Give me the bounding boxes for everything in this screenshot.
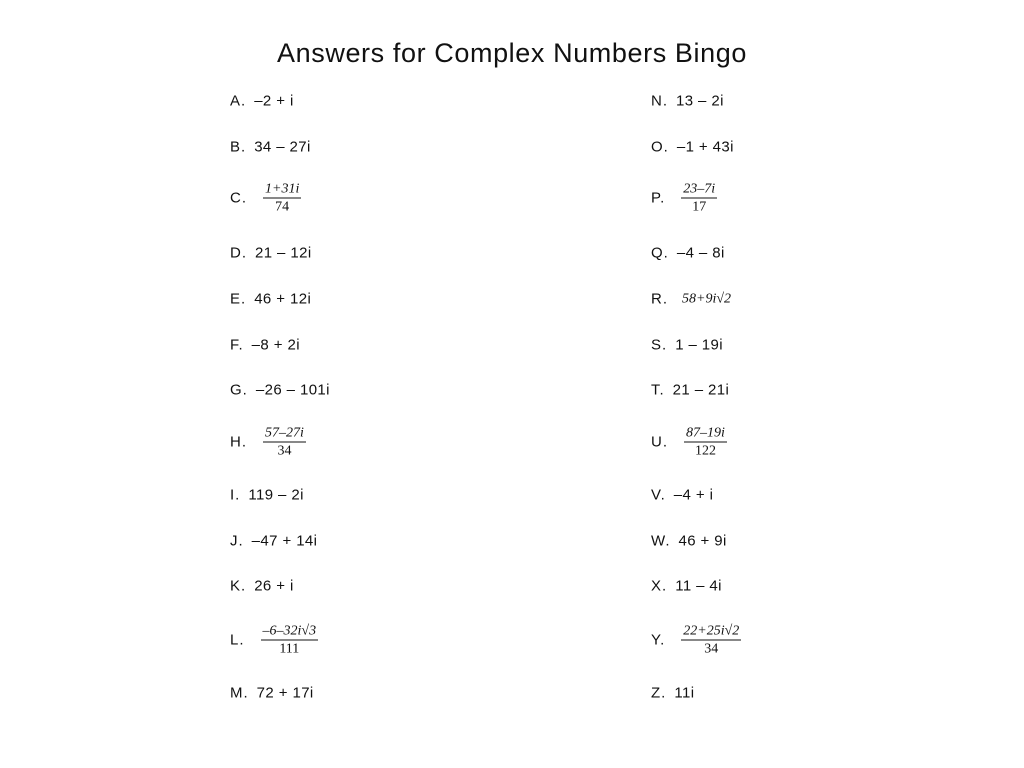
answer-y xyxy=(651,624,741,657)
answer-letter: W. xyxy=(651,532,671,550)
answer-letter: V. xyxy=(651,486,666,504)
answer-u xyxy=(651,426,727,459)
answer-o xyxy=(651,139,734,156)
answer-value: 13 – 2i xyxy=(676,92,724,110)
answer-value: –26 – 101i xyxy=(255,381,330,399)
answer-letter: Z. xyxy=(651,684,667,702)
answer-letter: B. xyxy=(230,138,247,156)
fraction-denominator: 34 xyxy=(704,641,719,657)
answer-value: –47 + 14i xyxy=(251,532,318,550)
answer-value: 34 – 27i xyxy=(254,138,311,156)
answer-fraction xyxy=(684,426,727,459)
answer-letter: A. xyxy=(230,92,247,110)
answer-d xyxy=(230,245,312,262)
answer-letter: P. xyxy=(651,189,666,207)
fraction-denominator: 17 xyxy=(692,199,707,215)
answer-fraction xyxy=(261,624,319,657)
answer-letter: L. xyxy=(230,631,245,649)
answer-l xyxy=(230,624,318,657)
answer-r xyxy=(651,291,731,308)
answer-f xyxy=(230,337,300,354)
answer-x xyxy=(651,578,722,595)
answer-letter: G. xyxy=(230,381,248,399)
answer-c xyxy=(230,182,301,215)
answer-letter: Q. xyxy=(651,244,669,262)
answer-z xyxy=(651,685,694,702)
answer-value: –4 + i xyxy=(673,486,714,504)
answer-letter: I. xyxy=(230,486,241,504)
answer-value: –8 + 2i xyxy=(251,336,300,354)
answer-letter: E. xyxy=(230,290,247,308)
answer-s xyxy=(651,337,723,354)
answer-letter: K. xyxy=(230,577,247,595)
answer-letter: C. xyxy=(230,189,247,207)
answer-b xyxy=(230,139,311,156)
answer-letter: T. xyxy=(651,381,665,399)
answer-j xyxy=(230,533,317,550)
fraction-numerator: 22+25i√2 xyxy=(683,623,740,639)
answer-v xyxy=(651,487,713,504)
fraction-denominator: 74 xyxy=(275,199,290,215)
fraction-denominator: 122 xyxy=(694,443,716,459)
answer-value: 21 – 21i xyxy=(672,381,730,399)
answer-letter: U. xyxy=(651,433,668,451)
answer-g xyxy=(230,382,330,399)
answer-value: 11i xyxy=(674,684,695,702)
answer-fraction xyxy=(681,624,741,657)
answer-fraction xyxy=(681,182,717,215)
fraction-numerator: –6–32i√3 xyxy=(262,623,317,639)
answer-letter: F. xyxy=(230,336,244,354)
answer-letter: S. xyxy=(651,336,668,354)
answer-value: –1 + 43i xyxy=(676,138,734,156)
answer-value: 46 + 12i xyxy=(254,290,312,308)
answer-value: 11 – 4i xyxy=(675,577,722,595)
fraction-numerator: 23–7i xyxy=(683,181,716,197)
answer-fraction xyxy=(263,182,301,215)
answer-p xyxy=(651,182,717,215)
fraction-numerator: 57–27i xyxy=(265,425,304,441)
answer-value: 1 – 19i xyxy=(675,336,724,354)
answer-letter: N. xyxy=(651,92,668,110)
answer-value: –4 – 8i xyxy=(676,244,725,262)
answer-value: 21 – 12i xyxy=(255,244,312,262)
answer-letter: D. xyxy=(230,244,247,262)
answer-m xyxy=(230,685,314,702)
answer-k xyxy=(230,578,294,595)
answer-t xyxy=(651,382,729,399)
fraction-denominator: 111 xyxy=(279,641,300,657)
answer-letter: X. xyxy=(651,577,668,595)
answer-value: 46 + 9i xyxy=(678,532,727,550)
answer-letter: M. xyxy=(230,684,249,702)
answer-i xyxy=(230,487,304,504)
answer-value: 58+9i√2 xyxy=(682,291,732,306)
answer-h xyxy=(230,426,306,459)
answer-q xyxy=(651,245,725,262)
answer-letter: H. xyxy=(230,433,247,451)
answer-letter: O. xyxy=(651,138,669,156)
fraction-denominator: 34 xyxy=(277,443,292,459)
answer-letter: J. xyxy=(230,532,244,550)
answer-letter: R. xyxy=(651,290,668,308)
answer-a xyxy=(230,93,294,110)
answer-letter: Y. xyxy=(651,631,666,649)
answer-n xyxy=(651,93,724,110)
answer-fraction xyxy=(263,426,306,459)
answer-w xyxy=(651,533,727,550)
answer-value: 119 – 2i xyxy=(248,486,304,504)
answer-value: –2 + i xyxy=(254,92,294,110)
answer-e xyxy=(230,291,311,308)
page-title: Answers for Complex Numbers Bingo xyxy=(277,38,747,68)
answer-value: 72 + 17i xyxy=(256,684,314,702)
fraction-numerator: 87–19i xyxy=(686,425,725,441)
answer-value: 26 + i xyxy=(254,577,294,595)
fraction-numerator: 1+31i xyxy=(265,181,300,197)
